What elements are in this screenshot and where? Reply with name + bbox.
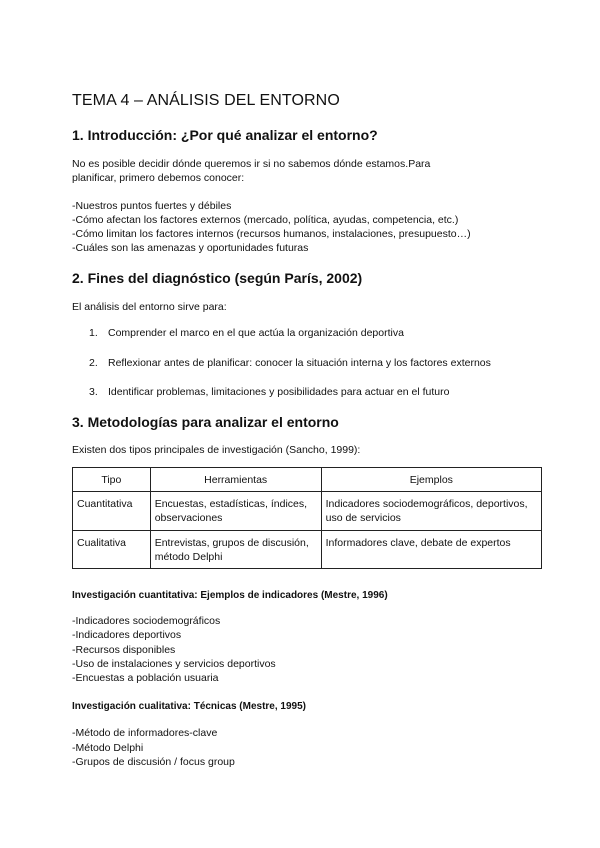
section1-intro-line-1: No es posible decidir dónde queremos ir si no sabemos dónde estamos.Para — [72, 158, 431, 170]
list-number: 2. — [89, 357, 98, 369]
table-cell: Informadores clave, debate de expertos — [321, 531, 541, 569]
table-row — [73, 492, 542, 531]
table-cell: Entrevistas, grupos de discusión, método Delphi — [150, 531, 321, 569]
list-number: 3. — [89, 386, 98, 398]
table-cell: Indicadores sociodemográficos, deportivos, uso de servicios — [321, 492, 541, 531]
table-header-cell: Tipo — [73, 468, 151, 492]
section2-heading: 2. Fines del diagnóstico (según París, 2002) — [72, 270, 363, 286]
quantitative-heading: Investigación cuantitativa: Ejemplos de indicadores (Mestre, 1996) — [72, 590, 388, 601]
quantitative-item: -Indicadores deportivos — [72, 629, 182, 641]
table-cell: Encuestas, estadísticas, índices, observaciones — [150, 492, 321, 531]
section2-intro: El análisis del entorno sirve para: — [72, 301, 227, 313]
section1-bullet: -Cuáles son las amenazas y oportunidades futuras — [72, 242, 309, 254]
table-header-cell: Ejemplos — [321, 468, 541, 492]
qualitative-item: -Grupos de discusión / focus group — [72, 756, 235, 768]
numbered-list-item — [89, 385, 449, 399]
section1-bullet: -Cómo limitan los factores internos (recursos humanos, instalaciones, presupuesto…) — [72, 228, 471, 240]
list-number: 1. — [89, 327, 98, 339]
table-row — [73, 531, 542, 569]
table-cell: Cuantitativa — [73, 492, 151, 531]
quantitative-item: -Encuestas a población usuaria — [72, 672, 219, 684]
quantitative-item: -Indicadores sociodemográficos — [72, 615, 221, 627]
section1-heading: 1. Introducción: ¿Por qué analizar el entorno? — [72, 127, 378, 143]
numbered-list-item — [89, 356, 491, 370]
list-item-text: Comprender el marco en el que actúa la organización deportiva — [108, 327, 404, 339]
section1-bullet: -Nuestros puntos fuertes y débiles — [72, 200, 232, 212]
page-title: TEMA 4 – ANÁLISIS DEL ENTORNO — [72, 92, 340, 109]
list-item-text: Reflexionar antes de planificar: conocer la situación interna y los factores externos — [108, 357, 491, 369]
section3-intro: Existen dos tipos principales de investigación (Sancho, 1999): — [72, 444, 361, 456]
list-item-text: Identificar problemas, limitaciones y posibilidades para actuar en el futuro — [108, 386, 450, 398]
qualitative-heading: Investigación cualitativa: Técnicas (Mestre, 1995) — [72, 701, 306, 712]
table-cell: Cualitativa — [73, 531, 151, 569]
table-header-row — [73, 468, 542, 492]
section1-bullet: -Cómo afectan los factores externos (mercado, política, ayudas, competencia, etc.) — [72, 214, 459, 226]
qualitative-item: -Método Delphi — [72, 742, 144, 754]
section3-heading: 3. Metodologías para analizar el entorno — [72, 414, 339, 430]
numbered-list-item — [89, 326, 404, 340]
quantitative-item: -Uso de instalaciones y servicios deportivos — [72, 658, 276, 670]
quantitative-item: -Recursos disponibles — [72, 644, 176, 656]
qualitative-item: -Método de informadores-clave — [72, 727, 218, 739]
methodology-table — [72, 467, 542, 569]
table-header-cell: Herramientas — [150, 468, 321, 492]
section1-intro-line-2: planificar, primero debemos conocer: — [72, 172, 245, 184]
